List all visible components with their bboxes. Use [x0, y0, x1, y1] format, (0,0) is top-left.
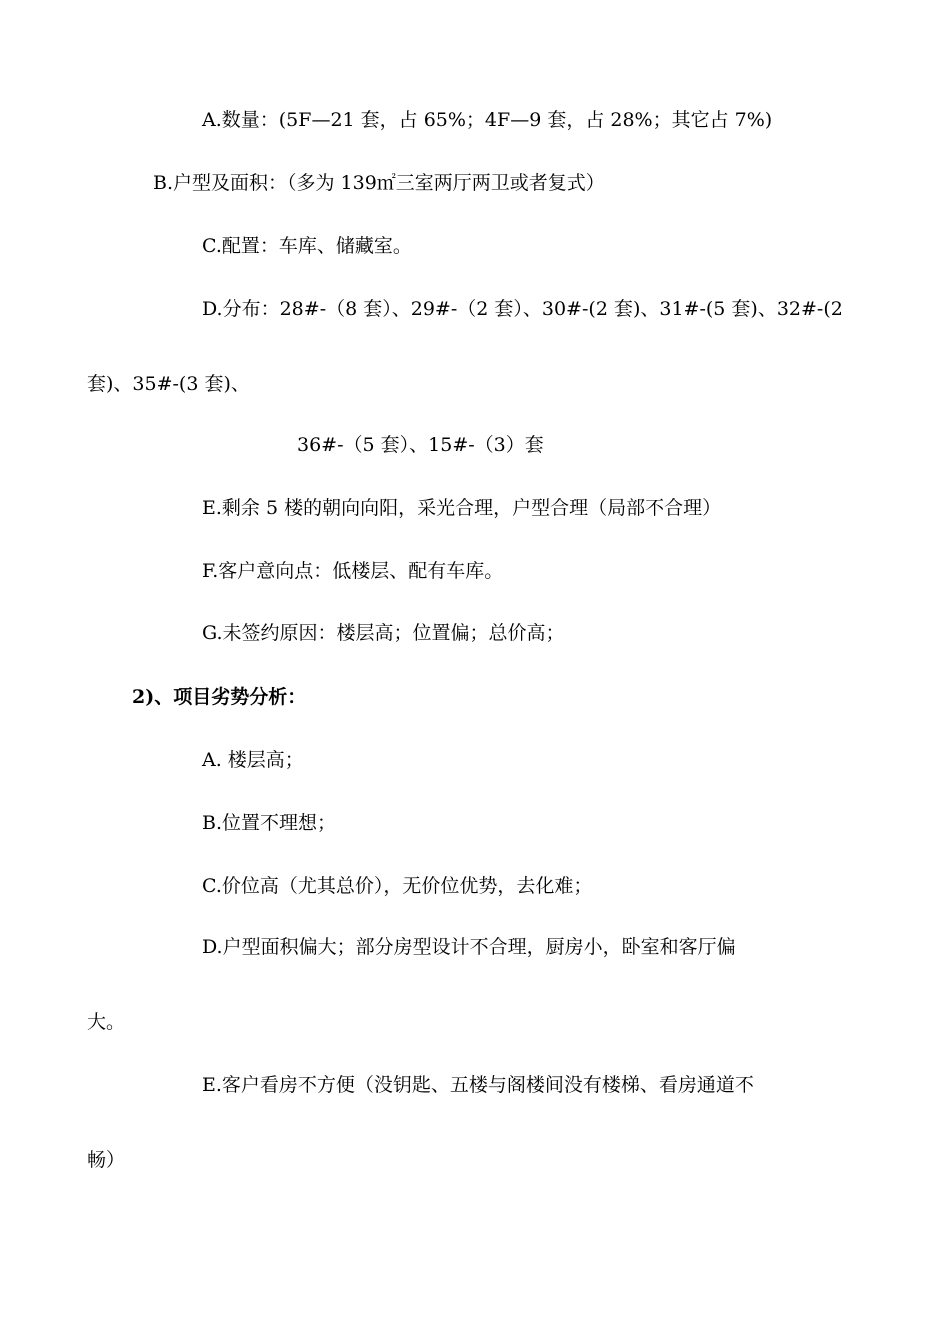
- item-unsigned-reason: G.未签约原因：楼层高；位置偏；总价高；: [202, 622, 565, 644]
- section-heading-weakness: 2)、项目劣势分析：: [132, 686, 307, 708]
- weakness-floor: A. 楼层高；: [202, 749, 304, 771]
- item-remaining: E.剩余 5 楼的朝向向阳，采光合理，户型合理（局部不合理）: [202, 497, 722, 519]
- weakness-area-cont: 大。: [87, 1011, 126, 1033]
- item-distribution-cont2: 36#-（5 套）、15#-（3）套: [297, 434, 544, 456]
- item-distribution: D.分布：28#-（8 套）、29#-（2 套）、30#-(2 套)、31#-(5 套)、32#-(2: [202, 298, 843, 320]
- item-customer-interest: F.客户意向点：低楼层、配有车库。: [202, 560, 504, 582]
- weakness-viewing: E.客户看房不方便（没钥匙、五楼与阁楼间没有楼梯、看房通道不: [202, 1074, 754, 1096]
- item-quantity: A.数量：(5F—21 套，占 65%；4F—9 套，占 28%；其它占 7%): [202, 109, 773, 131]
- weakness-area: D.户型面积偏大；部分房型设计不合理，厨房小，卧室和客厅偏: [202, 936, 736, 958]
- item-unit-type-area: B.户型及面积：（多为 139㎡三室两厅两卫或者复式）: [153, 172, 605, 194]
- weakness-price: C.价位高（尤其总价），无价位优势，去化难；: [202, 875, 593, 897]
- weakness-viewing-cont: 畅）: [87, 1149, 126, 1171]
- item-distribution-cont: 套)、35#-(3 套)、: [87, 373, 250, 395]
- item-configuration: C.配置：车库、储藏室。: [202, 235, 412, 257]
- weakness-location: B.位置不理想；: [202, 812, 337, 834]
